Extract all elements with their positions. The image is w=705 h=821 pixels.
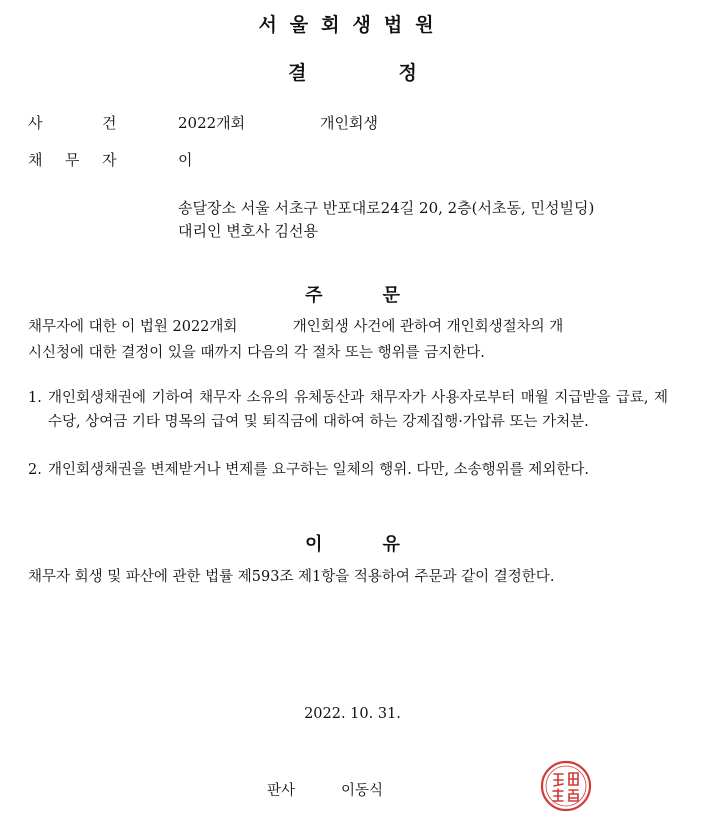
judge-name: 이동식 (341, 783, 384, 799)
debtor-label-3: 자 (102, 151, 117, 169)
order-heading-left: 주 (305, 285, 323, 306)
judge-label: 판사 (267, 783, 296, 799)
judge-signature-line (267, 779, 383, 800)
case-label-1: 사 (28, 114, 43, 132)
reason-text: 채무자 회생 및 파산에 관한 법률 제593조 제1항을 적용하여 주문과 같이 결정한다. (28, 569, 555, 585)
order-paragraph-line-2: 시신청에 대한 결정이 있을 때까지 다음의 각 절차 또는 행위를 금지한다. (28, 345, 485, 361)
case-label-2: 건 (102, 114, 117, 132)
document-title (0, 58, 705, 85)
debtor-name: 이 (178, 151, 193, 169)
order-heading (0, 281, 705, 307)
order-item (28, 458, 668, 482)
order-paragraph-line-1: 채무자에 대한 이 법원 2022개회 개인회생 사건에 관하여 개인회생절차의 개 (28, 319, 564, 335)
order-item-number: 2. (28, 462, 42, 478)
service-address: 송달장소 서울 서초구 반포대로24길 20, 2층(서초동, 민성빌딩) (178, 199, 595, 217)
order-item-number: 1. (28, 390, 42, 406)
reason-heading (0, 530, 705, 556)
debtor-label-2: 무 (65, 151, 80, 169)
court-name: 서울회생법원 (258, 14, 447, 36)
doc-title-right: 정 (398, 62, 417, 84)
reason-heading-right: 유 (382, 534, 400, 555)
attorney-line: 대리인 변호사 김선용 (178, 222, 318, 240)
doc-title-left: 결 (288, 62, 307, 84)
court-seal-icon (540, 760, 592, 812)
decision-date: 2022. 10. 31. (304, 706, 401, 722)
order-item (28, 386, 668, 434)
order-heading-right: 문 (382, 285, 400, 306)
case-type: 개인회생 (320, 114, 378, 132)
reason-heading-left: 이 (305, 534, 323, 555)
case-number: 2022개회 (178, 114, 246, 132)
order-item-text: 개인회생채권에 기하여 채무자 소유의 유체동산과 채무자가 사용자로부터 매월 지급받을 급료, 제수당, 상여금 기타 명목의 급여 및 퇴직금에 대하여 하는 강제집행·가압류 또는 가처분. (48, 390, 668, 430)
order-item-text: 개인회생채권을 변제받거나 변제를 요구하는 일체의 행위. 다만, 소송행위를 제외한다. (48, 462, 589, 478)
debtor-label-1: 채 (28, 151, 43, 169)
